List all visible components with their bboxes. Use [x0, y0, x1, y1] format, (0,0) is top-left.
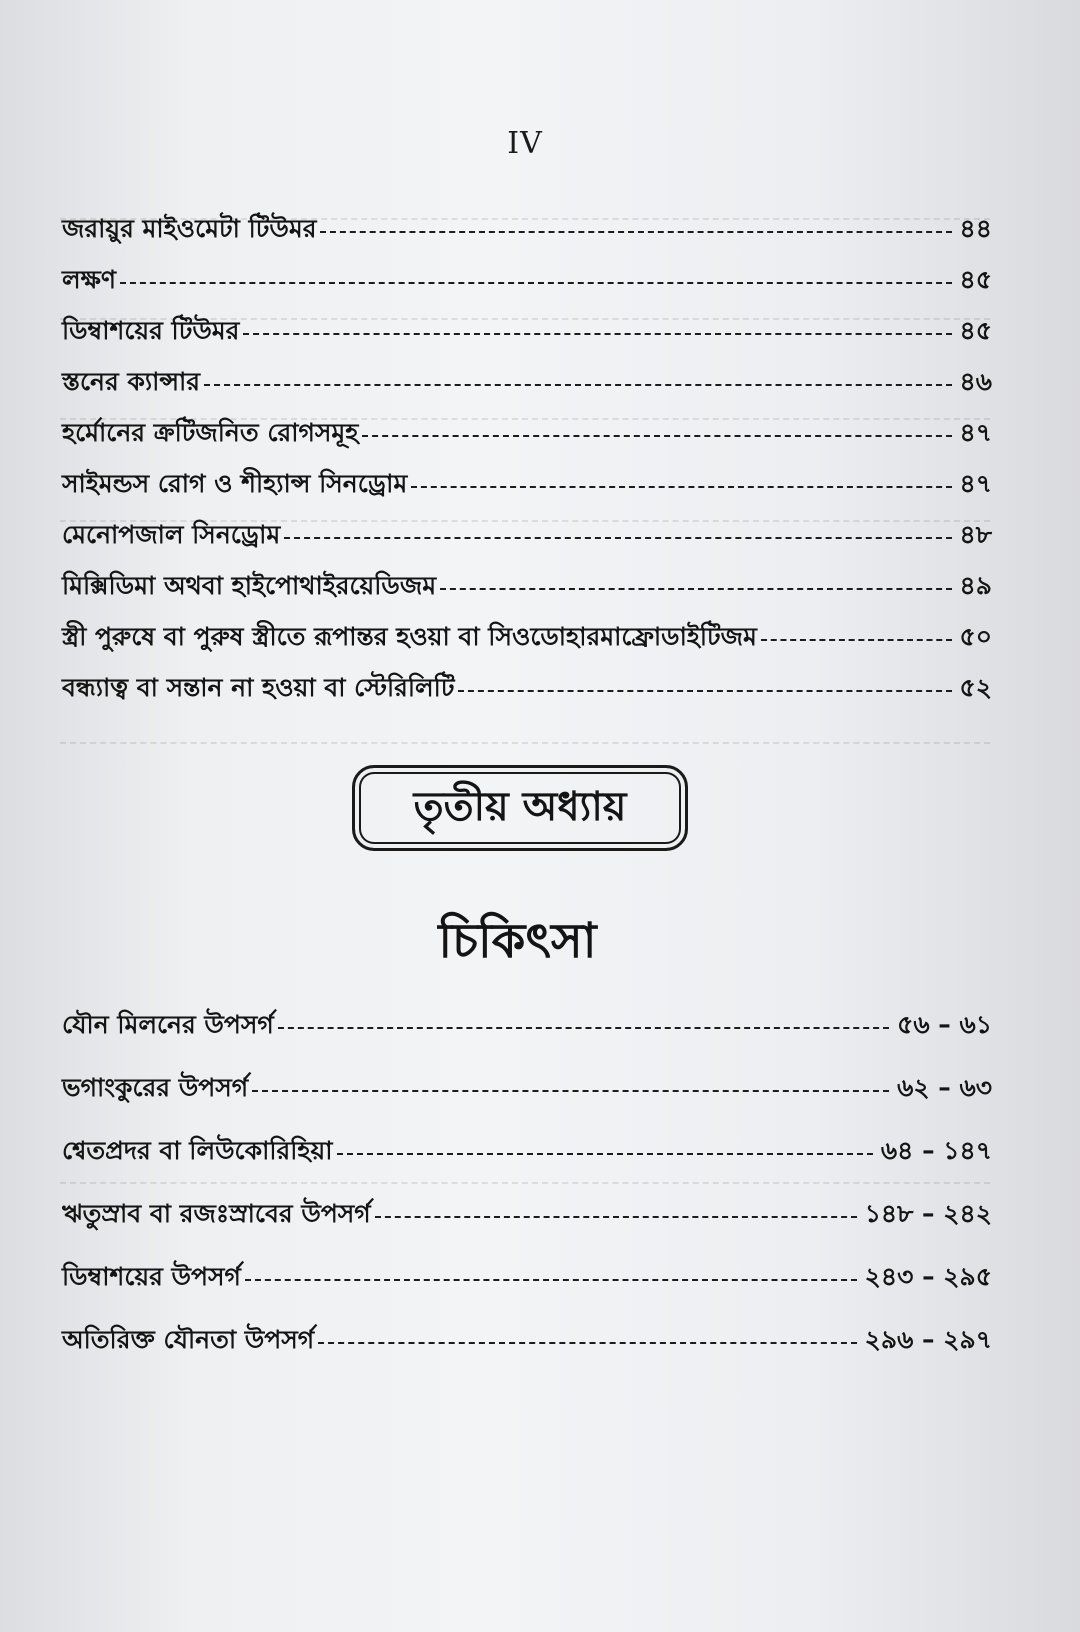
- toc-entry: [62, 1128, 992, 1176]
- section-title: চিকিৎসা: [438, 913, 597, 969]
- toc-entry: [62, 665, 992, 713]
- toc-entry-page: ৪৯: [959, 570, 992, 600]
- chapter-heading-box: [352, 765, 688, 851]
- toc-entry-page: ১৪৮ – ২৪২: [864, 1198, 992, 1228]
- toc-entry-title: জরায়ুর মাইওমেটা টিউমর: [62, 213, 317, 243]
- toc-entry-page: ২৪৩ – ২৯৫: [864, 1261, 992, 1291]
- toc-entry-page: ৫০: [959, 621, 992, 651]
- dotted-leader: [243, 333, 951, 337]
- toc-entry: [62, 206, 992, 254]
- toc-entry-title: সাইমন্ডস রোগ ও শীহ্যান্স সিনড্রোম: [62, 468, 408, 498]
- toc-entry: [62, 257, 992, 305]
- toc-entry: [62, 410, 992, 458]
- toc-entry-page: ৫৬ – ৬১: [897, 1009, 992, 1039]
- toc-entry-page: ৪৮: [959, 519, 992, 549]
- toc-entry-page: ৬২ – ৬৩: [897, 1072, 992, 1102]
- toc-entry-title: শ্বেতপ্রদর বা লিউকোরিহিয়া: [62, 1135, 333, 1165]
- dotted-leader: [411, 486, 951, 490]
- toc-entry-title: হর্মোনের ক্রটিজনিত রোগসমূহ: [62, 417, 359, 447]
- toc-entry-page: ৪৬: [959, 366, 992, 396]
- dotted-leader: [252, 1090, 889, 1094]
- toc-entry: [62, 308, 992, 356]
- toc-entry: [62, 1254, 992, 1302]
- toc-entry-page: ৪৭: [959, 417, 992, 447]
- toc-entry-title: ভগাংকুরের উপসর্গ: [62, 1072, 249, 1102]
- toc-entry-title: মেনোপজাল সিনড্রোম: [62, 519, 281, 549]
- bleed-through-line: [60, 742, 990, 746]
- dotted-leader: [362, 435, 951, 439]
- toc-entry-title: অতিরিক্ত যৌনতা উপসর্গ: [62, 1324, 315, 1354]
- toc-entry: [62, 359, 992, 407]
- toc-entry: [62, 1065, 992, 1113]
- toc-entry-title: ঋতুস্রাব বা রজঃস্রাবের উপসর্গ: [62, 1198, 371, 1228]
- dotted-leader: [284, 537, 951, 541]
- dotted-leader: [320, 231, 951, 235]
- toc-entry-page: ৪৭: [959, 468, 992, 498]
- toc-entry-title: মিক্সিডিমা অথবা হাইপোথাইরয়েডিজম: [62, 570, 437, 600]
- dotted-leader: [120, 282, 952, 286]
- dotted-leader: [375, 1216, 857, 1220]
- toc-entry: [62, 512, 992, 560]
- toc-entry: [62, 1317, 992, 1365]
- dotted-leader: [337, 1153, 873, 1157]
- dotted-leader: [318, 1342, 856, 1346]
- dotted-leader: [204, 384, 951, 388]
- dotted-leader: [440, 588, 951, 592]
- toc-entry-page: ৪৫: [959, 315, 992, 345]
- toc-entry-page: ৪৫: [959, 264, 992, 294]
- toc-entry: [62, 614, 992, 662]
- toc-entry: [62, 563, 992, 611]
- toc-entry-title: স্ত্রী পুরুষে বা পুরুষ স্ত্রীতে রূপান্তর হওয়া বা সিওডোহারমাফ্রোডাইটিজম: [62, 621, 757, 651]
- page-folio: IV: [507, 126, 543, 161]
- dotted-leader: [245, 1279, 857, 1283]
- toc-entry-title: লক্ষণ: [62, 264, 116, 294]
- toc-entry-title: যৌন মিলনের উপসর্গ: [62, 1009, 274, 1039]
- toc-entry-title: বন্ধ্যাত্ব বা সন্তান না হওয়া বা স্টেরিলিটি: [62, 672, 455, 702]
- toc-entry-page: ২৯৬ – ২৯৭: [864, 1324, 992, 1354]
- dotted-leader: [761, 639, 952, 643]
- toc-entry: [62, 1002, 992, 1050]
- toc-entry-page: ৬৪ – ১৪৭: [880, 1135, 992, 1165]
- toc-entry-page: ৪৪: [959, 213, 992, 243]
- toc-entry: [62, 1191, 992, 1239]
- toc-entry-page: ৫২: [959, 672, 992, 702]
- toc-entry-title: স্তনের ক্যান্সার: [62, 366, 201, 396]
- toc-entry: [62, 461, 992, 509]
- dotted-leader: [458, 690, 951, 694]
- dotted-leader: [278, 1027, 889, 1031]
- toc-entry-title: ডিম্বাশয়ের উপসর্গ: [62, 1261, 241, 1291]
- chapter-heading: তৃতীয় অধ্যায়: [413, 783, 627, 830]
- toc-entry-title: ডিম্বাশয়ের টিউমর: [62, 315, 240, 345]
- bleed-through-line: [60, 1182, 990, 1186]
